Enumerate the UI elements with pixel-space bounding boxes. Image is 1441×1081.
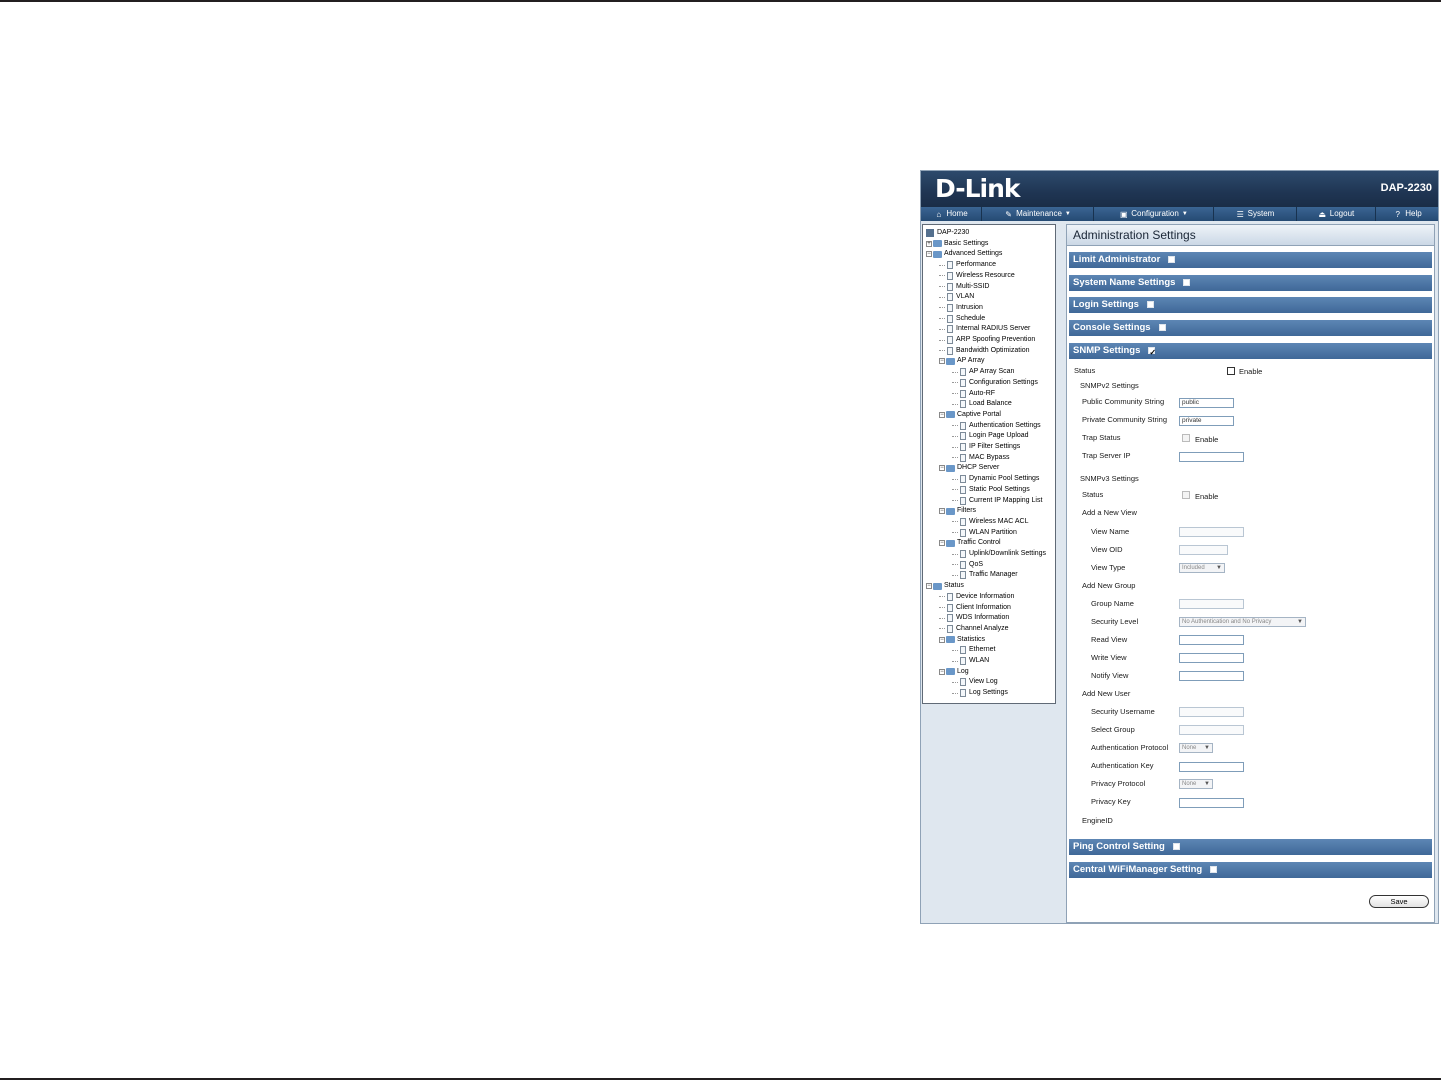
tree-item-intrusion[interactable] <box>939 303 983 313</box>
tree-item-label: Current IP Mapping List <box>969 496 1043 504</box>
dlink-logo[interactable]: D-Link <box>935 174 1020 203</box>
device-icon <box>926 229 934 237</box>
snmpv3-enable-label: Enable <box>1195 492 1219 501</box>
login-settings-section[interactable] <box>1069 297 1432 313</box>
select-group-input[interactable] <box>1179 725 1244 735</box>
navigation-tree <box>922 224 1056 704</box>
folder-icon <box>933 251 942 258</box>
collapse-icon[interactable]: − <box>940 668 944 675</box>
model-name: DAP-2230 <box>1380 182 1432 194</box>
view-type-value: Included <box>1182 565 1205 571</box>
logout-icon: ⏏ <box>1318 209 1327 219</box>
page-icon <box>960 497 966 505</box>
tree-connector <box>952 532 958 533</box>
group-name-input[interactable] <box>1179 599 1244 609</box>
view-type-label: View Type <box>1091 563 1126 572</box>
auth-protocol-select[interactable] <box>1179 743 1213 753</box>
tree-connector <box>952 661 958 662</box>
top-rule <box>0 0 1441 2</box>
tree-item-captive-portal[interactable] <box>939 410 1001 420</box>
tree-item-label: WDS Information <box>956 614 1010 622</box>
tree-connector <box>952 382 958 383</box>
tree-item-label: Device Information <box>956 592 1015 600</box>
view-type-select[interactable] <box>1179 563 1225 573</box>
menu-logout[interactable] <box>1297 207 1376 221</box>
tree-item-login-page-upload[interactable] <box>952 431 1029 441</box>
console-settings-checkbox[interactable] <box>1159 324 1166 331</box>
private-community-input[interactable]: private <box>1179 416 1234 426</box>
main-panel <box>1066 224 1435 923</box>
tree-item-device-information[interactable] <box>939 592 1014 602</box>
tree-item-label: View Log <box>969 678 998 686</box>
privacy-key-label: Privacy Key <box>1091 797 1131 806</box>
notify-view-input[interactable] <box>1179 671 1244 681</box>
read-view-label: Read View <box>1091 635 1128 644</box>
collapse-icon[interactable]: − <box>927 583 931 590</box>
tree-item-authentication-settings[interactable] <box>952 421 1041 431</box>
tree-item-statistics[interactable] <box>939 635 985 645</box>
tree-connector <box>939 297 945 298</box>
tree-item-advanced-settings[interactable] <box>926 249 1002 259</box>
privacy-protocol-label: Privacy Protocol <box>1091 779 1146 788</box>
auth-protocol-label: Authentication Protocol <box>1091 743 1169 752</box>
folder-icon <box>946 668 955 675</box>
trap-server-ip-input[interactable] <box>1179 452 1244 462</box>
menu-label: Configuration <box>1131 209 1179 218</box>
section-label: System Name Settings <box>1073 277 1176 288</box>
tree-item-internal-radius-server[interactable] <box>939 324 1030 334</box>
tree-item-label: IP Filter Settings <box>969 443 1021 450</box>
tree-connector <box>952 425 958 426</box>
tree-item-label: AP Array <box>957 357 985 365</box>
notify-view-label: Notify View <box>1091 671 1129 680</box>
view-oid-label: View OID <box>1091 545 1123 554</box>
page-icon <box>960 561 966 569</box>
page-icon <box>947 593 953 601</box>
disk-icon: ▣ <box>1119 209 1128 219</box>
collapse-icon[interactable]: − <box>940 540 944 547</box>
help-icon: ? <box>1395 209 1400 219</box>
tree-item-label: Channel Analyze <box>956 624 1009 632</box>
tree-item-label: Basic Settings <box>944 239 989 247</box>
tree-item-label: MAC Bypass <box>969 453 1010 461</box>
tree-item-wireless-resource[interactable] <box>939 271 1015 281</box>
tree-item-dap-2230[interactable] <box>926 228 969 238</box>
console-settings-section[interactable] <box>1069 320 1432 336</box>
tree-item-arp-spoofing-prevention[interactable] <box>939 335 1035 345</box>
snmpv2-heading: SNMPv2 Settings <box>1080 381 1139 390</box>
page-icon <box>960 443 966 451</box>
tree-item-label: Statistics <box>957 635 986 643</box>
tree-item-auto-rf[interactable] <box>952 389 995 399</box>
collapse-icon[interactable]: − <box>940 465 944 472</box>
tree-connector <box>939 329 945 330</box>
tree-connector <box>952 500 958 501</box>
menu-help[interactable] <box>1376 207 1439 221</box>
chevron-down-icon: ▼ <box>1204 745 1210 751</box>
chevron-down-icon: ▼ <box>1181 211 1188 217</box>
tree-item-traffic-control[interactable] <box>939 538 1001 548</box>
tree-connector <box>939 275 945 276</box>
tree-item-client-information[interactable] <box>939 603 1011 613</box>
tree-item-label: Log Settings <box>969 689 1008 697</box>
wrench-icon: ✎ <box>1005 209 1012 219</box>
tree-item-schedule[interactable] <box>939 314 985 324</box>
tree-item-bandwidth-optimization[interactable] <box>939 346 1030 356</box>
snmp-enable-checkbox[interactable] <box>1227 367 1235 375</box>
page-icon <box>960 571 966 579</box>
select-group-label: Select Group <box>1091 725 1135 734</box>
tree-item-label: WLAN <box>969 657 990 664</box>
tree-connector <box>952 447 958 448</box>
tree-item-label: Ethernet <box>969 646 996 654</box>
page-icon <box>960 368 966 376</box>
snmp-settings-section[interactable] <box>1069 343 1432 359</box>
tree-connector <box>939 628 945 629</box>
collapse-icon[interactable]: − <box>927 251 931 258</box>
tree-item-label: Traffic Manager <box>969 571 1018 579</box>
read-view-input[interactable] <box>1179 635 1244 645</box>
page-icon <box>960 657 966 665</box>
page-icon <box>947 304 953 312</box>
tree-item-wlan[interactable] <box>952 656 989 666</box>
tree-item-label: QoS <box>969 560 984 568</box>
menu-label: Maintenance <box>1016 209 1062 218</box>
tree-connector <box>939 318 945 319</box>
tree-connector <box>939 340 945 341</box>
central-wifimanager-checkbox[interactable] <box>1210 866 1217 873</box>
section-label: Limit Administrator <box>1073 254 1161 265</box>
tree-item-static-pool-settings[interactable] <box>952 485 1030 495</box>
page-icon <box>947 272 953 280</box>
write-view-label: Write View <box>1091 653 1127 662</box>
view-name-input[interactable] <box>1179 527 1244 537</box>
tree-item-label: Client Information <box>956 603 1011 611</box>
tree-connector <box>952 564 958 565</box>
section-label: Central WiFiManager Setting <box>1073 864 1203 875</box>
page-icon <box>947 315 953 323</box>
page-icon <box>960 646 966 654</box>
bottom-rule <box>0 1078 1441 1080</box>
tree-item-label: Captive Portal <box>957 410 1001 418</box>
engine-id-label: EngineID <box>1082 816 1113 825</box>
menu-label: System <box>1247 209 1275 218</box>
tree-connector <box>939 265 945 266</box>
snmpv3-heading: SNMPv3 Settings <box>1080 474 1139 483</box>
tree-item-label: Bandwidth Optimization <box>956 346 1030 354</box>
expand-icon[interactable]: + <box>927 240 931 247</box>
folder-icon <box>946 540 955 547</box>
page-icon <box>947 283 953 291</box>
auth-key-input[interactable] <box>1179 762 1244 772</box>
tree-item-wlan-partition[interactable] <box>952 528 1017 538</box>
tree-item-label: Configuration Settings <box>969 378 1038 386</box>
tree-connector <box>939 607 945 608</box>
tree-connector <box>952 479 958 480</box>
tree-item-label: Dynamic Pool Settings <box>969 475 1040 483</box>
tree-connector <box>952 575 958 576</box>
tree-connector <box>952 457 958 458</box>
add-view-heading: Add a New View <box>1082 508 1137 517</box>
system-name-settings-section[interactable] <box>1069 275 1432 291</box>
tree-item-label: Performance <box>956 261 997 269</box>
tree-connector <box>952 682 958 683</box>
tree-item-ip-filter-settings[interactable] <box>952 442 1020 452</box>
tree-item-wds-information[interactable] <box>939 613 1009 623</box>
privacy-key-input[interactable] <box>1179 798 1244 808</box>
folder-icon <box>946 358 955 365</box>
privacy-protocol-value: None <box>1182 781 1197 787</box>
ping-control-section[interactable] <box>1069 839 1432 855</box>
tree-item-status[interactable] <box>926 581 964 591</box>
security-level-label: Security Level <box>1091 617 1139 626</box>
central-wifimanager-section[interactable] <box>1069 862 1432 878</box>
page-icon <box>947 614 953 622</box>
tree-item-log[interactable] <box>939 667 969 677</box>
chevron-down-icon: ▼ <box>1216 565 1222 571</box>
tree-item-label: Wireless MAC ACL <box>969 517 1029 525</box>
auth-protocol-value: None <box>1182 745 1197 751</box>
menu-maintenance[interactable] <box>982 207 1094 221</box>
page-icon <box>947 604 953 612</box>
tree-item-label: Static Pool Settings <box>969 485 1030 493</box>
tree-item-label: Advanced Settings <box>944 250 1003 258</box>
tree-item-view-log[interactable] <box>952 677 998 687</box>
group-name-label: Group Name <box>1091 599 1134 608</box>
snmp-enable-label: Enable <box>1239 367 1263 376</box>
folder-icon <box>933 583 942 590</box>
menu-system[interactable] <box>1214 207 1297 221</box>
collapse-icon[interactable]: − <box>940 636 944 643</box>
tree-connector <box>952 404 958 405</box>
tree-item-load-balance[interactable] <box>952 399 1012 409</box>
page-title: Administration Settings <box>1067 225 1435 246</box>
tree-item-current-ip-mapping-list[interactable] <box>952 496 1042 506</box>
trap-server-ip-label: Trap Server IP <box>1082 451 1131 460</box>
section-label: Console Settings <box>1073 322 1151 333</box>
page-icon <box>960 432 966 440</box>
page-icon <box>960 379 966 387</box>
menu-label: Logout <box>1329 209 1355 218</box>
page-icon <box>960 454 966 462</box>
page-icon <box>960 529 966 537</box>
page-icon <box>960 475 966 483</box>
tree-item-qos[interactable] <box>952 560 983 570</box>
page-icon <box>960 400 966 408</box>
tree-item-label: WLAN Partition <box>969 528 1017 536</box>
tree-item-label: Uplink/Downlink Settings <box>969 550 1047 557</box>
limit-administrator-checkbox[interactable] <box>1168 256 1175 263</box>
tree-connector <box>952 554 958 555</box>
tree-item-wireless-mac-acl[interactable] <box>952 517 1029 527</box>
tree-item-basic-settings[interactable] <box>926 239 988 249</box>
home-icon: ⌂ <box>936 209 942 219</box>
tree-item-label: ARP Spoofing Prevention <box>956 336 1036 343</box>
snmp-status-label: Status <box>1074 366 1096 375</box>
trap-status-checkbox[interactable] <box>1182 434 1190 442</box>
tree-connector <box>952 650 958 651</box>
tree-item-label: DAP-2230 <box>937 229 970 236</box>
collapse-icon[interactable]: − <box>940 508 944 515</box>
view-name-label: View Name <box>1091 527 1130 536</box>
tree-item-label: Intrusion <box>956 303 983 311</box>
page-icon <box>960 518 966 526</box>
page-icon <box>960 390 966 398</box>
page-icon <box>947 625 953 633</box>
tree-connector <box>939 286 945 287</box>
section-label: SNMP Settings <box>1073 345 1141 356</box>
tree-connector <box>939 350 945 351</box>
page-icon <box>960 422 966 430</box>
tree-item-label: Schedule <box>956 314 986 322</box>
tree-item-filters[interactable] <box>939 506 976 516</box>
page-icon <box>960 550 966 558</box>
tree-item-ap-array[interactable] <box>939 356 985 366</box>
public-community-label: Public Community String <box>1082 397 1165 406</box>
tree-item-label: Load Balance <box>969 400 1012 408</box>
privacy-protocol-select[interactable] <box>1179 779 1213 789</box>
page-icon <box>947 261 953 269</box>
tree-item-ethernet[interactable] <box>952 645 995 655</box>
folder-icon <box>946 411 955 418</box>
write-view-input[interactable] <box>1179 653 1244 663</box>
page-icon <box>960 486 966 494</box>
tree-item-label: Traffic Control <box>957 539 1001 547</box>
tree-item-uplink-downlink-settings[interactable] <box>952 549 1046 559</box>
section-label: Login Settings <box>1073 299 1139 310</box>
page-icon <box>960 689 966 697</box>
page-icon <box>960 678 966 686</box>
save-button[interactable]: Save <box>1369 895 1429 908</box>
tree-item-mac-bypass[interactable] <box>952 453 1009 463</box>
private-community-label: Private Community String <box>1082 415 1168 424</box>
tree-connector <box>939 618 945 619</box>
tree-connector <box>939 596 945 597</box>
tree-item-dhcp-server[interactable] <box>939 463 999 473</box>
auth-key-label: Authentication Key <box>1091 761 1154 770</box>
view-oid-input[interactable] <box>1179 545 1228 555</box>
tree-item-label: Internal RADIUS Server <box>956 325 1031 333</box>
tree-connector <box>952 521 958 522</box>
tree-item-label: Login Page Upload <box>969 432 1029 440</box>
tree-item-channel-analyze[interactable] <box>939 624 1009 634</box>
tree-item-ap-array-scan[interactable] <box>952 367 1014 377</box>
chevron-down-icon: ▼ <box>1297 619 1303 625</box>
tree-item-performance[interactable] <box>939 260 996 270</box>
trap-enable-label: Enable <box>1195 435 1219 444</box>
tree-item-label: Filters <box>957 507 977 515</box>
folder-icon <box>933 240 942 247</box>
ping-control-checkbox[interactable] <box>1173 843 1180 850</box>
tree-connector <box>939 307 945 308</box>
tree-item-label: Wireless Resource <box>956 271 1015 279</box>
security-level-select[interactable] <box>1179 617 1306 627</box>
page-icon <box>947 293 953 301</box>
page-icon <box>947 336 953 344</box>
section-label: Ping Control Setting <box>1073 841 1165 852</box>
folder-icon <box>946 636 955 643</box>
tree-item-label: Auto-RF <box>969 389 996 397</box>
tree-connector <box>952 393 958 394</box>
tree-item-vlan[interactable] <box>939 292 974 302</box>
system-icon: ☰ <box>1236 209 1244 219</box>
snmp-settings-checkbox[interactable] <box>1148 347 1155 354</box>
tree-connector <box>952 693 958 694</box>
tree-item-label: VLAN <box>956 293 975 301</box>
menu-home[interactable] <box>921 207 982 221</box>
router-admin-window <box>920 170 1439 924</box>
snmpv3-status-checkbox[interactable] <box>1182 491 1190 499</box>
add-user-heading: Add New User <box>1082 689 1131 698</box>
public-community-input[interactable]: public <box>1179 398 1234 408</box>
add-group-heading: Add New Group <box>1082 581 1136 590</box>
security-username-input[interactable] <box>1179 707 1244 717</box>
menu-bar <box>921 207 1439 221</box>
folder-icon <box>946 465 955 472</box>
page-icon <box>947 325 953 333</box>
security-level-value: No Authentication and No Privacy <box>1182 619 1272 625</box>
menu-label: Home <box>946 209 968 218</box>
menu-label: Help <box>1405 209 1422 218</box>
collapse-icon[interactable]: − <box>940 411 944 418</box>
snmpv3-status-label: Status <box>1082 490 1104 499</box>
tree-item-multi-ssid[interactable] <box>939 282 989 292</box>
tree-item-label: Log <box>957 667 969 675</box>
chevron-down-icon: ▼ <box>1204 781 1210 787</box>
tree-item-label: Authentication Settings <box>969 421 1041 429</box>
tree-item-label: Status <box>944 582 964 590</box>
tree-item-traffic-manager[interactable] <box>952 570 1018 580</box>
login-settings-checkbox[interactable] <box>1147 301 1154 308</box>
system-name-settings-checkbox[interactable] <box>1183 279 1190 286</box>
tree-item-label: DHCP Server <box>957 464 1000 472</box>
trap-status-label: Trap Status <box>1082 433 1121 442</box>
tree-item-label: AP Array Scan <box>969 368 1015 376</box>
folder-icon <box>946 508 955 515</box>
chevron-down-icon: ▼ <box>1064 211 1071 217</box>
tree-item-configuration-settings[interactable] <box>952 378 1038 388</box>
page-icon <box>947 347 953 355</box>
tree-item-log-settings[interactable] <box>952 688 1008 698</box>
limit-administrator-section[interactable] <box>1069 252 1432 268</box>
tree-item-dynamic-pool-settings[interactable] <box>952 474 1039 484</box>
collapse-icon[interactable]: − <box>940 358 944 365</box>
tree-connector <box>952 489 958 490</box>
header-banner <box>921 171 1439 207</box>
security-username-label: Security Username <box>1091 707 1155 716</box>
tree-connector <box>952 372 958 373</box>
tree-item-label: Multi-SSID <box>956 282 990 290</box>
menu-configuration[interactable] <box>1094 207 1214 221</box>
tree-connector <box>952 436 958 437</box>
